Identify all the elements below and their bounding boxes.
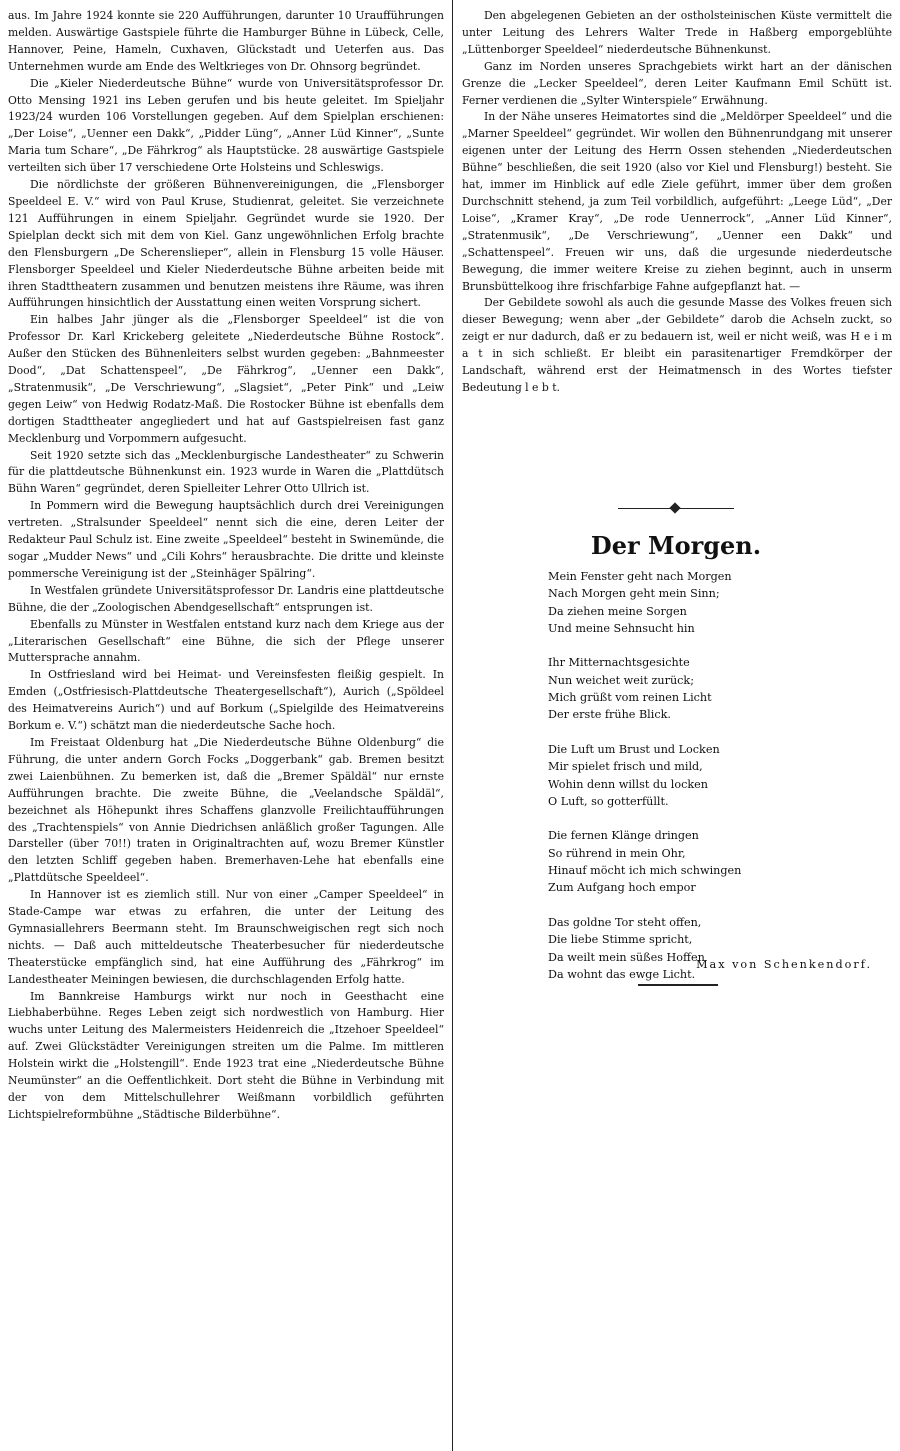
verse-line: Und meine Sehnsucht hin	[548, 621, 695, 635]
verse-line: Da wohnt das ewge Licht.	[548, 967, 696, 981]
verse-line: Zum Aufgang hoch empor	[548, 881, 696, 895]
paragraph: In der Nähe unseres Heimatortes sind die „Meldörper Speeldeel“ und die „Marner Speeldeel“ gegründet. Wir wollen den Bühnenrundgang mit unserer eigenen unter der Leitung des Herrn Ossen stehenden „Niederdeutschen Bühne“ beschließen, die seit 1920 (also vor Kiel und Flensburg!) besteht. Sie hat, immer im Hinblick auf edle Ziele geführt, immer über dem großen Durchschnitt stehend, ja zum Teil vorbildlich, aufgeführt: „Leege Lüd“, „Der Loise“, „Kramer Kray“, „De rode Uennerrock“, „Anner Lüd Kinner“, „Stratenmusik“, „De Verschriewung“, „Uenner een Dakk“ und „Schattenspeel“. Freuen wir uns, daß die urgesunde niederdeutsche Bewegung, die immer weitere Kreise zu ziehen beginnt, auch in unserm Brunsbüttelkoog ihre frischfarbige Fahne aufgepflanzt hat. —	[462, 110, 892, 293]
paragraph: In Westfalen gründete Universitätsprofessor Dr. Landris eine plattdeutsche Bühne, die der „Zoologischen Abendgesellschaft“ entsprungen ist.	[8, 583, 444, 614]
verse-line: Da ziehen meine Sorgen	[548, 604, 687, 618]
verse-line: Nach Morgen geht mein Sinn;	[548, 587, 720, 601]
paragraph: In Ostfriesland wird bei Heimat- und Vereinsfesten fleißig gespielt. In Emden („Ostfriesisch-Plattdeutsche Theatergesellschaft“), Aurich („Spöldeel des Heimatvereins Aurich“) und auf Borkum („Spielgilde des Heimatvereins Borkum e. V.“) schätzt man die niederdeutsche Sache hoch.	[8, 668, 444, 733]
poem-stanza	[548, 568, 848, 637]
paragraph: Im Freistaat Oldenburg hat „Die Niederdeutsche Bühne Oldenburg“ die Führung, die unter andern Gorch Focks „Doggerbank“ gab. Bremen besitzt zwei Laienbühnen. Zu bemerken ist, daß die „Bremer Späldäl“ nur ernste Aufführungen brachte. Die zweite Bühne, die „Veelandsche Späldäl“, bezeichnet als Höhepunkt ihres Schaffens glanzvolle Freilichtaufführungen des „Trachtenspiels“ von Annie Diedrichsen anläßlich großer Tagungen. Alle Darsteller (über 70!!) traten in Originaltrachten auf, wozu Bremer Künstler den letzten Schliff gegeben haben. Bremerhaven-Lehe hat ebenfalls eine „Plattdütsche Speeldeel“.	[8, 735, 444, 885]
right-column	[462, 8, 892, 508]
paragraph: Ebenfalls zu Münster in Westfalen entstand kurz nach dem Kriege aus der „Literarischen Gesellschaft“ eine Bühne, die sich der Pflege unserer Muttersprache annahm.	[8, 617, 444, 665]
paragraph: aus. Im Jahre 1924 konnte sie 220 Aufführungen, darunter 10 Uraufführungen melden. Auswärtige Gastspiele führte die Hamburger Bühne in Lübeck, Celle, Hannover, Peine, Hameln, Cuxhaven, Glückstadt und Ueterfen aus. Das Unternehmen wurde am Ende des Weltkrieges von Dr. Ohnsorg begründet.	[8, 9, 444, 73]
verse-line: Mein Fenster geht nach Morgen	[548, 570, 732, 583]
paragraph: Seit 1920 setzte sich das „Mecklenburgische Landestheater“ zu Schwerin für die plattdeutsche Bühnenkunst ein. 1923 wurde in Waren die „Plattdütsch Bühn Waren“ gegründet, deren Spielleiter Lehrer Otto Ullrich ist.	[8, 448, 444, 496]
verse-line: Das goldne Tor steht offen,	[548, 915, 702, 929]
verse-line: Der erste frühe Blick.	[548, 708, 671, 722]
verse-line: Die Luft um Brust und Locken	[548, 742, 720, 756]
poem-stanza	[548, 914, 848, 983]
poem-author: Max von Schenkendorf.	[696, 958, 872, 971]
left-column	[8, 8, 444, 1448]
poem-title: Der Morgen.	[590, 531, 762, 560]
paragraph: Im Bannkreise Hamburgs wirkt nur noch in Geesthacht eine Liebhaberbühne. Reges Leben zeigt sich nordwestlich von Hamburg. Hier wuchs unter Leitung des Malermeisters Heidenreich die „Itzehoer Speeldeel“ auf. Zwei Glückstädter Vereinigungen streiten um die Palme. Im mittleren Holstein wirkt die „Holstengill“. Ende 1923 trat eine „Niederdeutsche Bühne Neumünster“ an die Oeffentlichkeit. Dort steht die Bühne in Verbindung mit der von dem Mittelschullehrer Weißmann vorbildlich geführten Lichtspielreformbühne „Städtische Bilderbühne“.	[8, 989, 444, 1121]
paragraph: Den abgelegenen Gebieten an der ostholsteinischen Küste vermittelt die unter Leitung des Lehrers Walter Trede in Haßberg emporgeblühte „Lüttenborger Speeldeel“ niederdeutsche Bühnenkunst.	[462, 9, 892, 56]
verse-line: Wohin denn willst du locken	[548, 777, 708, 791]
paragraph: In Hannover ist es ziemlich still. Nur von einer „Camper Speeldeel“ in Stade-Campe war etwas zu erfahren, die unter der Leitung des Gymnasiallehrers Beermann steht. Im Braunschweigischen regt sich noch nichts. — Daß auch mitteldeutsche Theaterbesucher für niederdeutsche Theaterstücke empfänglich sind, hat eine Aufführung des „Fährkrog“ im Landestheater Meiningen bewiesen, die durchschlagenden Erfolg hatte.	[8, 888, 444, 986]
verse-line: Die fernen Klänge dringen	[548, 829, 699, 843]
poem-stanza	[548, 741, 848, 810]
column-rule	[452, 0, 453, 1451]
verse-line: So rührend in mein Ohr,	[548, 846, 686, 860]
poem-stanza	[548, 654, 848, 723]
paragraph: Der Gebildete sowohl als auch die gesunde Masse des Volkes freuen sich dieser Bewegung; wenn aber „der Gebildete“ darob die Achseln zuckt, so zeigt er nur dadurch, daß er zu bedauern ist, weil er nicht weiß, was H e i m a t in sich schließt. Er bleibt ein parasitenartiger Fremdkörper der Landschaft, während erst der Heimatmensch in des Wortes tiefster Bedeutung l e b t.	[462, 296, 892, 394]
poem-body	[548, 568, 848, 1000]
verse-line: O Luft, so gotterfüllt.	[548, 794, 669, 808]
verse-line: Da weilt mein süßes Hoffen	[548, 950, 705, 964]
poem-stanza	[548, 827, 848, 896]
paragraph: Ganz im Norden unseres Sprachgebiets wirkt hart an der dänischen Grenze die „Lecker Speeldeel“, deren Leiter Kaufmann Emil Schütt ist. Ferner verdienen die „Sylter Winterspiele“ Erwähnung.	[462, 59, 892, 107]
paragraph: Die nördlichste der größeren Bühnenvereinigungen, die „Flensborger Speeldeel E. V.“ wird von Paul Kruse, Studienrat, geleitet. Sie verzeichnete 121 Aufführungen in einem Spieljahr. Gegründet wurde sie 1920. Der Spielplan deckt sich mit dem von Kiel. Ganz ungewöhnlichen Erfolg brachte den Flensburgern „De Scherenslieper“, allein in Flensburg 15 volle Häuser. Flensborger Speeldeel und Kieler Niederdeutsche Bühne arbeiten beide mit ihren Stadttheatern zusammen und benutzen meistens ihre Räume, was ihren Aufführungen hinsichtlich der Ausstattung einen weiten Vorsprung sichert.	[8, 178, 444, 310]
paragraph: In Pommern wird die Bewegung hauptsächlich durch drei Vereinigungen vertreten. „Stralsunder Speeldeel“ nennt sich die eine, deren Leiter der Redakteur Paul Schulz ist. Eine zweite „Speeldeel“ besteht in Swinemünde, die sogar „Mudder News“ und „Cili Kohrs“ herausbrachte. Die dritte und kleinste pommersche Vereinigung ist der „Steinhäger Spälring“.	[8, 499, 444, 580]
verse-line: Die liebe Stimme spricht,	[548, 933, 693, 947]
verse-line: Nun weichet weit zurück;	[548, 673, 694, 687]
verse-line: Ihr Mitternachtsgesichte	[548, 656, 690, 670]
end-rule	[638, 984, 718, 986]
paragraph: Ein halbes Jahr jünger als die „Flensborger Speeldeel“ ist die von Professor Dr. Karl Krickeberg geleitete „Niederdeutsche Bühne Rostock“. Außer den Stücken des Bühnenleiters selbst wurden gegeben: „Bahnmeester Dood“, „Dat Schattenspeel“, „De Fährkrog“, „Uenner een Dakk“, „Stratenmusik“, „De Verschriewung“, „Slagsiet“, „Peter Pink“ und „Leiw gegen Leiw“ von Hedwig Rodatz-Maß. Die Rostocker Bühne ist ebenfalls dem dortigen Stadttheater angegliedert und hat auf Gastspielreisen fast ganz Mecklenburg und Vorpommern aufgesucht.	[8, 313, 444, 445]
verse-line: Mir spielet frisch und mild,	[548, 760, 703, 774]
verse-line: Hinauf möcht ich mich schwingen	[548, 864, 742, 878]
verse-line: Mich grüßt vom reinen Licht	[548, 691, 712, 705]
paragraph: Die „Kieler Niederdeutsche Bühne“ wurde von Universitätsprofessor Dr. Otto Mensing 1921 ins Leben gerufen und bis heute geleitet. Im Spieljahr 1923/24 wurden 106 Vorstellungen gegeben. Auf dem Spielplan erschienen: „Der Loise“, „Uenner een Dakk“, „Pidder Lüng“, „Anner Lüd Kinner“, „Sunte Maria tum Schare“, „De Fährkrog“ als Hauptstücke. 28 auswärtige Gastspiele verteilten sich über 17 verschiedene Orte Holsteins und Schleswigs.	[8, 76, 444, 175]
